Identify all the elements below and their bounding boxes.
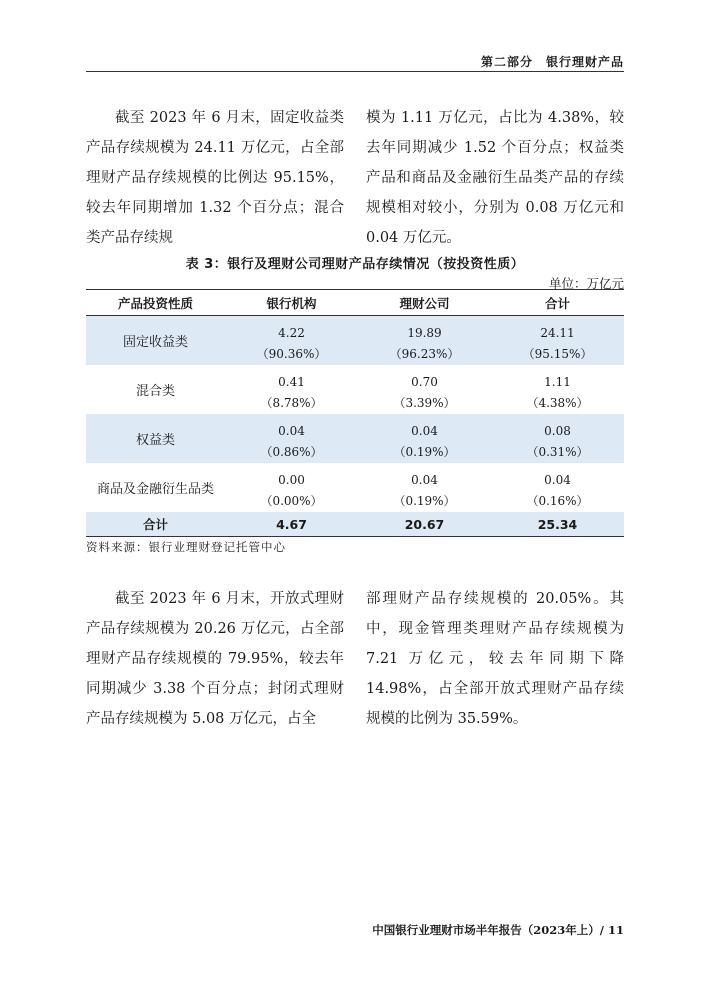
total-total-value: 25.34 (491, 512, 624, 537)
cell-wmc-value: 0.70 (411, 375, 438, 389)
header-total: 合计 (491, 290, 624, 316)
page-footer: 中国银行业理财市场半年报告（2023年上）/ 11 (372, 923, 624, 937)
header-type: 产品投资性质 (86, 290, 225, 316)
table-row (86, 316, 624, 342)
total-row-name: 合计 (86, 512, 225, 537)
cell-wmc-pct: （3.39%） (393, 395, 456, 410)
cell-bank-value: 0.04 (225, 414, 358, 439)
paragraph-1-left: 截至 2023 年 6 月末，固定收益类产品存续规模为 24.11 万亿元，占全部理财产品存续规模的比例达 95.15%，较去年同期增加 1.32 个百分点；混合类产品存续规 (86, 110, 344, 246)
table-total-row (86, 512, 624, 537)
header-wmc: 理财公司 (358, 290, 491, 316)
cell-wmc-value: 0.04 (411, 473, 438, 487)
table-row (86, 414, 624, 439)
cell-bank-pct: （90.36%） (225, 341, 358, 365)
cell-wmc-pct: （0.19%） (358, 439, 491, 463)
cell-total-pct: （0.31%） (491, 439, 624, 463)
cell-bank-pct: （0.86%） (225, 439, 358, 463)
table-row (86, 463, 624, 488)
running-header: 第二部分 银行理财产品 (480, 55, 624, 69)
data-table (86, 289, 624, 537)
table-unit: 单位：万亿元 (548, 276, 624, 291)
table-caption: 表 3：银行及理财公司理财产品存续情况（按投资性质） (185, 257, 525, 272)
cell-wmc-value: 19.89 (358, 316, 491, 342)
row-name: 固定收益类 (86, 316, 225, 366)
cell-total-value: 0.04 (544, 473, 571, 487)
cell-wmc-value: 0.04 (358, 414, 491, 439)
cell-total-value: 1.11 (544, 375, 571, 389)
row-name: 商品及金融衍生品类 (96, 482, 214, 497)
cell-bank-value: 0.41 (278, 375, 305, 389)
total-wmc-value: 20.67 (358, 512, 491, 537)
cell-bank-value: 4.22 (225, 316, 358, 342)
table-header-row (86, 290, 624, 316)
cell-total-value: 24.11 (491, 316, 624, 342)
header-rule (86, 71, 624, 72)
cell-wmc-pct: （0.19%） (393, 493, 456, 508)
cell-total-pct: （4.38%） (526, 395, 589, 410)
table-source: 资料来源：银行业理财登记托管中心 (86, 540, 286, 554)
row-name: 权益类 (86, 414, 225, 463)
cell-total-pct: （0.16%） (526, 493, 589, 508)
cell-bank-pct: （0.00%） (260, 493, 323, 508)
cell-wmc-pct: （96.23%） (358, 341, 491, 365)
cell-total-pct: （95.15%） (491, 341, 624, 365)
cell-total-value: 0.08 (491, 414, 624, 439)
total-bank-value: 4.67 (225, 512, 358, 537)
cell-bank-value: 0.00 (278, 473, 305, 487)
header-bank: 银行机构 (225, 290, 358, 316)
paragraph-1-right: 模为 1.11 万亿元，占比为 4.38%，较去年同期减少 1.52 个百分点；权益类产品和商品及金融衍生品类产品的存续规模相对较小，分别为 0.08 万亿元和 0.04 万亿元。 (366, 110, 624, 246)
paragraph-2-right: 部理财产品存续规模的 20.05%。其中，现金管理类理财产品存续规模为 7.21 万亿元，较去年同期下降 14.98%，占全部开放式理财产品存续规模的比例为 35.59%。 (366, 591, 624, 727)
paragraph-2-left: 截至 2023 年 6 月末，开放式理财产品存续规模为 20.26 万亿元，占全部理财产品存续规模的 79.95%，较去年同期减少 3.38 个百分点；封闭式理财产品存续规模为 5.08 万亿元，占全 (86, 591, 344, 727)
table-row (86, 365, 624, 390)
row-name: 混合类 (135, 384, 175, 399)
cell-bank-pct: （8.78%） (260, 395, 323, 410)
